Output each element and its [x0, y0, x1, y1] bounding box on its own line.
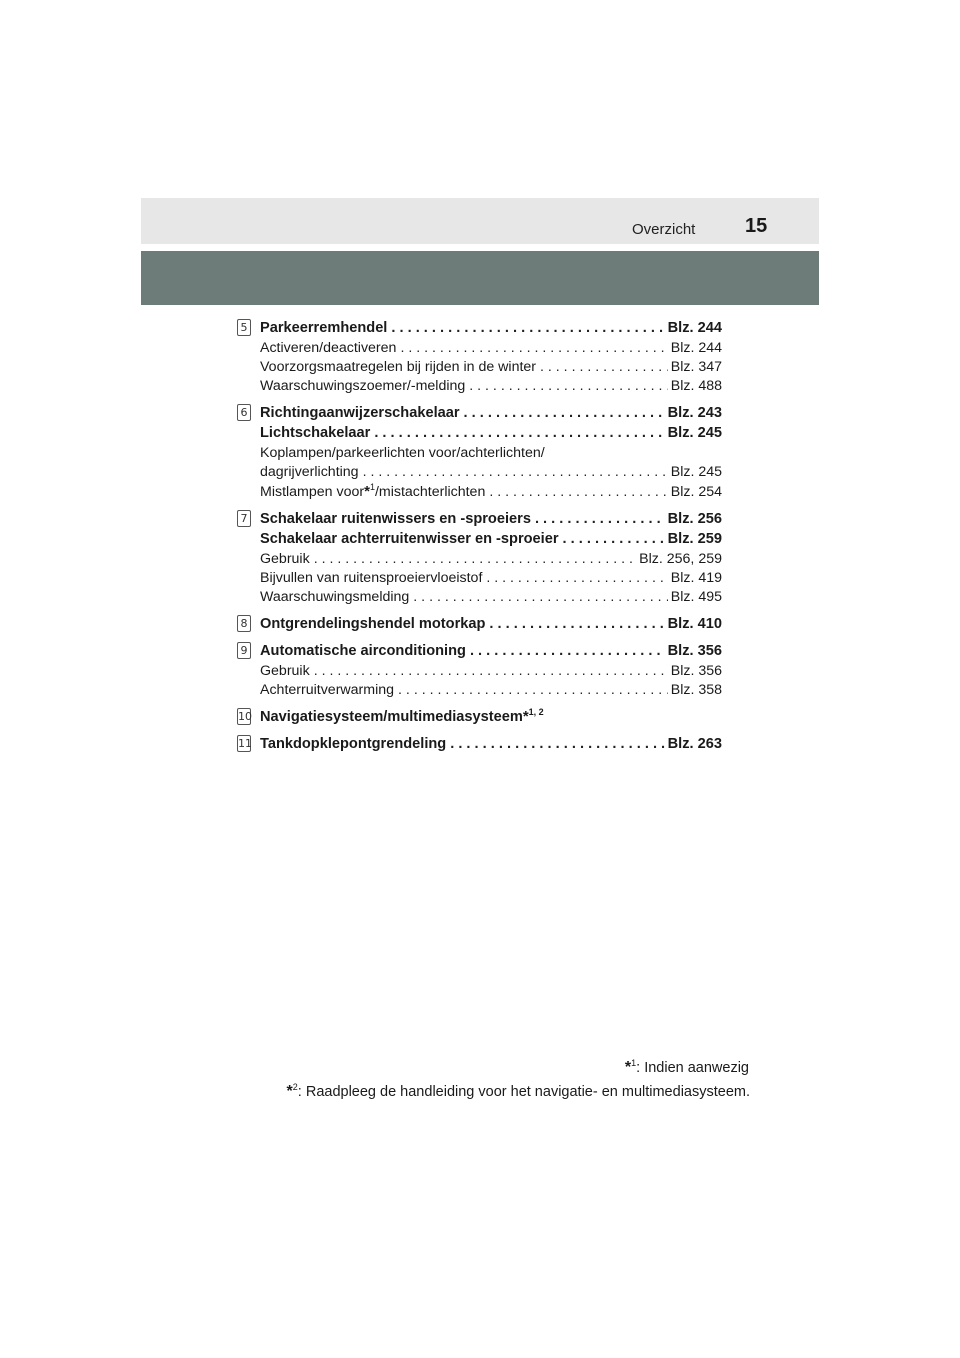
- entry-label-text: Voorzorgsmaatregelen bij rijden in de winter: [260, 358, 537, 375]
- index-entry: [260, 509, 722, 530]
- page-reference: Blz. 356: [667, 643, 722, 659]
- entry-label-text: Ontgrendelingshendel motorkap: [260, 615, 486, 632]
- dot-leader: [464, 403, 665, 424]
- index-subentry: [260, 463, 722, 482]
- page-reference: Blz. 263: [667, 736, 722, 752]
- index-subentry: [260, 482, 722, 502]
- entry-label: [260, 734, 446, 755]
- index-group: [237, 509, 727, 607]
- index-entry: [260, 318, 722, 339]
- dot-leader: [413, 588, 667, 607]
- page-reference: Blz. 495: [670, 588, 722, 605]
- index-entry: [260, 707, 722, 728]
- entry-label: [260, 529, 559, 550]
- dot-leader: [450, 734, 664, 755]
- index-subline: Koplampen/parkeerlichten voor/achterlichten/: [260, 444, 545, 461]
- page-reference: Blz. 243: [667, 404, 722, 421]
- entry-label: [260, 550, 310, 569]
- page-reference: Blz. 254: [670, 483, 722, 500]
- dot-leader: [314, 662, 668, 681]
- footnotes: [250, 1056, 750, 1104]
- index-entry: [260, 734, 722, 755]
- index-group: [237, 641, 727, 700]
- entry-label-text: Navigatiesysteem/multimediasysteem: [260, 708, 523, 725]
- page-reference: Blz. 245: [670, 463, 722, 480]
- dot-leader: [540, 358, 668, 377]
- footnote-number: 1: [631, 1058, 637, 1068]
- footnote-ref: 1, 2: [528, 706, 544, 717]
- dot-leader: [470, 641, 665, 662]
- footnote-ref: 1: [369, 481, 375, 492]
- entry-label: [260, 482, 485, 502]
- item-number-badge: 6: [237, 404, 251, 421]
- index-subentry: [260, 550, 722, 569]
- page-reference: Blz. 410: [667, 615, 722, 632]
- entry-label: [260, 588, 409, 607]
- dot-leader: [486, 569, 667, 588]
- entry-label-text: Schakelaar achterruitenwisser en -sproeier: [260, 531, 559, 547]
- entry-label-text: Gebruik: [260, 550, 310, 567]
- header-band: [141, 251, 819, 305]
- footnote-star: *: [624, 1059, 632, 1076]
- index-group: [237, 734, 727, 755]
- item-number-badge: 5: [237, 319, 251, 336]
- page-reference: Blz. 244: [670, 339, 722, 356]
- entry-label-text: /mistachterlichten: [374, 483, 486, 500]
- dot-leader: [363, 463, 668, 482]
- entry-label: [260, 377, 465, 396]
- page-reference: Blz. 419: [670, 569, 722, 586]
- entry-label-text: Richtingaanwijzerschakelaar: [260, 404, 460, 421]
- page-reference: Blz. 259: [667, 531, 722, 547]
- entry-label-text: Waarschuwingsmelding: [260, 588, 410, 605]
- dot-leader: [374, 423, 664, 444]
- dot-leader: [400, 339, 667, 358]
- entry-label: [260, 423, 370, 444]
- entry-label-text: Bijvullen van ruitensproeiervloeistof: [260, 569, 483, 586]
- footnote-star: *: [364, 482, 370, 500]
- index-subentry: [260, 569, 722, 588]
- item-number-badge: 8: [237, 615, 251, 632]
- footnote: [250, 1056, 750, 1080]
- item-number-badge: 9: [237, 642, 251, 659]
- item-number-badge: 10: [238, 709, 252, 723]
- page-reference: Blz. 256, 259: [639, 550, 722, 567]
- entry-label-text: Tankdopklepontgrendeling: [260, 736, 447, 752]
- entry-label: [260, 403, 460, 424]
- index-subentry: [260, 662, 722, 681]
- page-reference: Blz. 356: [670, 662, 722, 679]
- entry-label-text: dagrijverlichting: [260, 463, 359, 480]
- page-reference: Blz. 256: [667, 510, 722, 527]
- dot-leader: [398, 681, 668, 700]
- entry-label: [260, 463, 359, 482]
- page-reference: Blz. 245: [667, 425, 722, 441]
- entry-label: [260, 707, 544, 728]
- footnote-star: *: [286, 1083, 293, 1100]
- index-group: [237, 403, 727, 502]
- dot-leader: [489, 614, 664, 635]
- entry-label-text: Waarschuwingszoemer/-melding: [260, 377, 466, 394]
- entry-label: [260, 641, 466, 662]
- footnote-number: 2: [292, 1082, 298, 1092]
- entry-label-text: Automatische airconditioning: [260, 643, 466, 659]
- index-subentry: [260, 588, 722, 607]
- section-title: Overzicht: [632, 221, 696, 238]
- entry-label: [260, 614, 485, 635]
- page-reference: Blz. 488: [670, 377, 722, 394]
- index-entry: [260, 403, 722, 424]
- footnote: [250, 1080, 750, 1104]
- index-group: [237, 614, 727, 635]
- entry-label-text: Achterruitverwarming: [260, 681, 395, 698]
- index-subentry: [260, 681, 722, 700]
- header-top-bar: [141, 198, 819, 244]
- entry-label: [260, 339, 396, 358]
- item-number-badge: 7: [237, 510, 251, 527]
- footnote-text: : Raadpleeg de handleiding voor het navigatie- en multimediasysteem.: [297, 1084, 750, 1100]
- entry-label: [260, 662, 310, 681]
- item-number-badge: 11: [238, 737, 252, 750]
- dot-leader: [535, 509, 665, 530]
- index-entry: [260, 529, 722, 550]
- page-reference: Blz. 347: [670, 358, 722, 375]
- dot-leader: [563, 529, 665, 550]
- entry-label: [260, 358, 536, 377]
- dot-leader: [314, 550, 636, 569]
- entry-label-text: Mistlampen voor: [260, 483, 365, 500]
- page-number: 15: [745, 215, 768, 237]
- entry-label-text: Gebruik: [260, 662, 310, 679]
- dot-leader: [391, 318, 664, 339]
- index-subentry: [260, 377, 722, 396]
- footnote-star: *: [522, 707, 529, 725]
- page-reference: Blz. 358: [670, 681, 722, 698]
- index-group: [237, 318, 727, 396]
- index-subentry: [260, 339, 722, 358]
- index-entry: [260, 423, 722, 444]
- index-group: [237, 707, 727, 728]
- entry-label-text: Schakelaar ruitenwissers en -sproeiers: [260, 510, 531, 527]
- entry-label-text: Activeren/deactiveren: [260, 339, 397, 356]
- index-list: [237, 318, 727, 762]
- dot-leader: [489, 483, 667, 502]
- entry-label-text: Parkeerremhendel: [260, 320, 388, 336]
- index-subentry: [260, 358, 722, 377]
- entry-label: [260, 318, 387, 339]
- entry-label: [260, 681, 394, 700]
- dot-leader: [469, 377, 667, 396]
- index-entry: [260, 641, 722, 662]
- entry-label-text: Lichtschakelaar: [260, 425, 371, 441]
- page-reference: Blz. 244: [667, 320, 722, 336]
- entry-label: [260, 509, 531, 530]
- index-entry: [260, 614, 722, 635]
- entry-label: [260, 569, 482, 588]
- footnote-text: : Indien aanwezig: [636, 1060, 749, 1076]
